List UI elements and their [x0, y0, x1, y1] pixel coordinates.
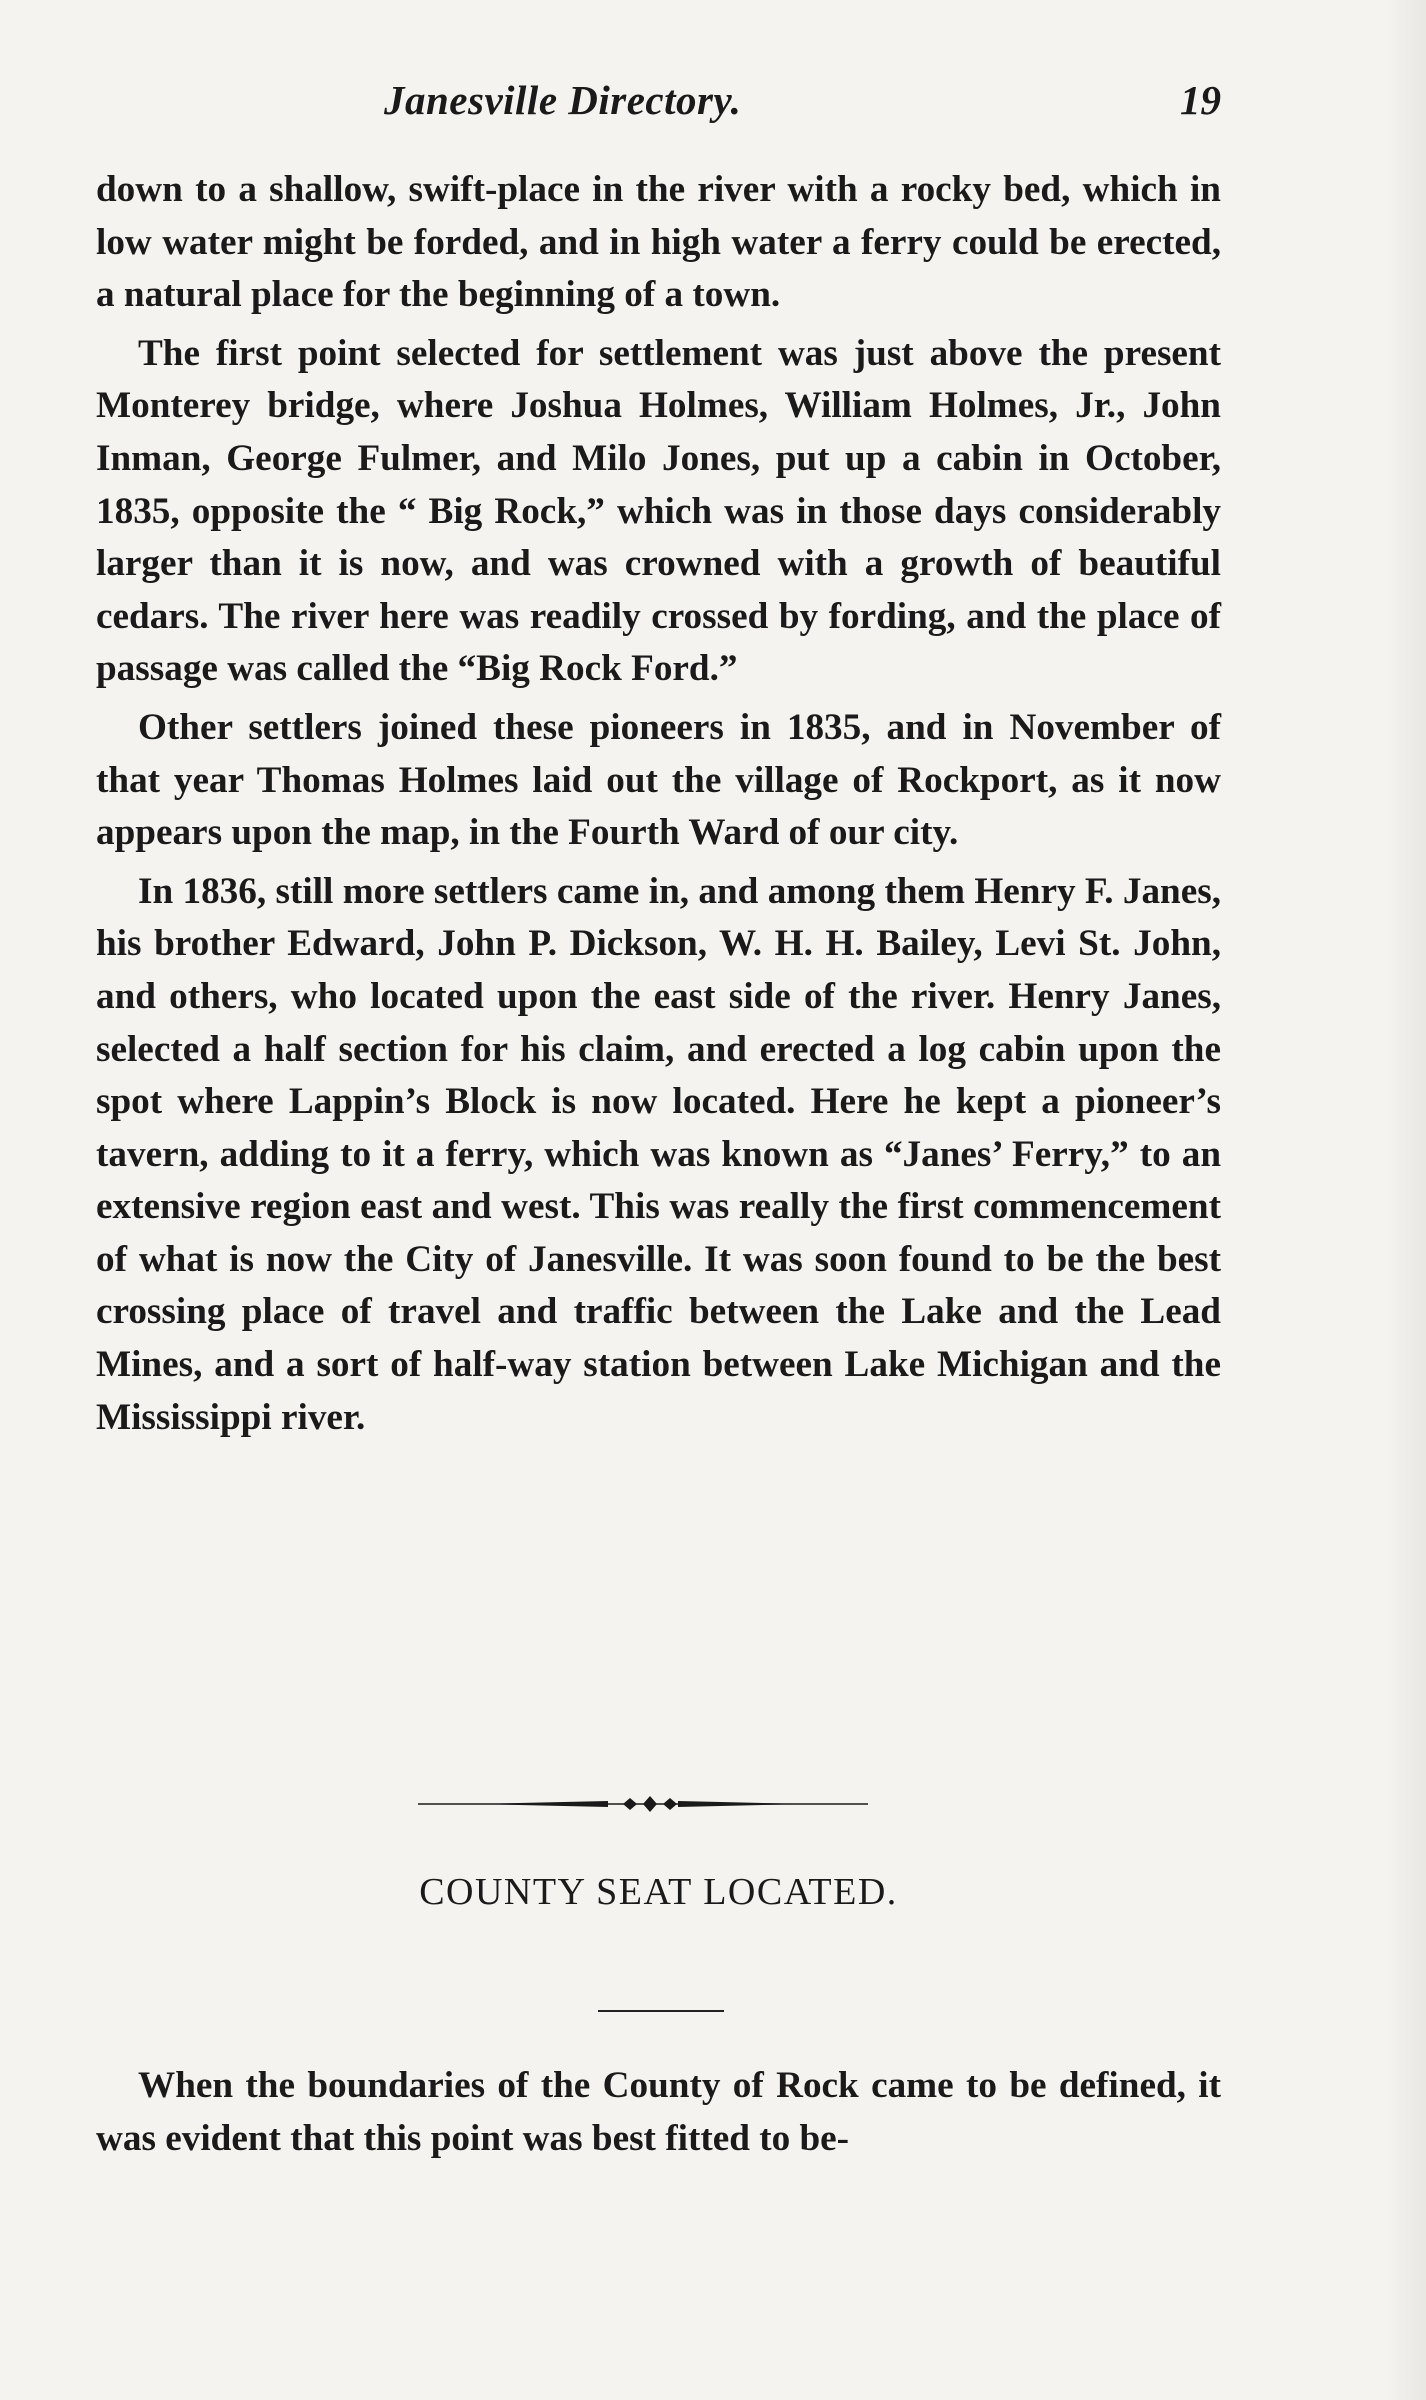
page-edge-shadow — [1386, 0, 1426, 2400]
main-text — [96, 164, 1221, 1444]
ornamental-divider — [418, 1792, 868, 1816]
paragraph-janes-ferry: In 1836, still more settlers came in, and among them Henry F. Janes, his brother Edward, John P. Dickson, W. H. H. Bailey, Levi St. John, and others, who located upon the east side of the river. Henry Janes, selected a half section for his claim, and erected a log cabin upon the spot where Lappin’s Block is now located. Here he kept a pioneer’s tavern, adding to it a ferry, which was known as “Janes’ Ferry,” to an extensive region east and west. This was really the first commencement of what is now the City of Janesville. It was soon found to be the best crossing place of travel and traffic between the Lake and the Lead Mines, and a sort of half-way station between Lake Michigan and the Mississippi river. — [96, 870, 1221, 1438]
paragraph-first-settlement: The first point selected for settlement was just above the present Monterey bridge, where Joshua Holmes, William Holmes, Jr., John Inman, George Fulmer, and Milo Jones, put up a cabin in October, 1835, opposite the “ Big Rock,” which was in those days considerably larger than it is now, and was crowned with a growth of beautiful cedars. The river here was readily crossed by fording, and the place of passage was called the “Big Rock Ford.” — [96, 332, 1221, 690]
heading-rule — [598, 2010, 724, 2012]
section-text — [96, 2060, 1221, 2165]
section-heading: COUNTY SEAT LOCATED. — [419, 1871, 898, 1913]
paragraph-rockport: Other settlers joined these pioneers in 1835, and in November of that year Thomas Holmes laid out the village of Rockport, as it now appears upon the map, in the Fourth Ward of our city. — [96, 706, 1221, 854]
running-title: Janesville Directory. — [384, 77, 742, 123]
running-header — [96, 70, 1221, 140]
paragraph-county-seat: When the boundaries of the County of Rock came to be defined, it was evident that this point was best fitted to be- — [96, 2065, 1221, 2159]
paragraph-continuation: down to a shallow, swift-place in the river with a rocky bed, which in low water might be forded, and in high water a ferry could be erected, a natural place for the beginning of a town. — [96, 169, 1221, 316]
page-number: 19 — [1180, 77, 1221, 123]
